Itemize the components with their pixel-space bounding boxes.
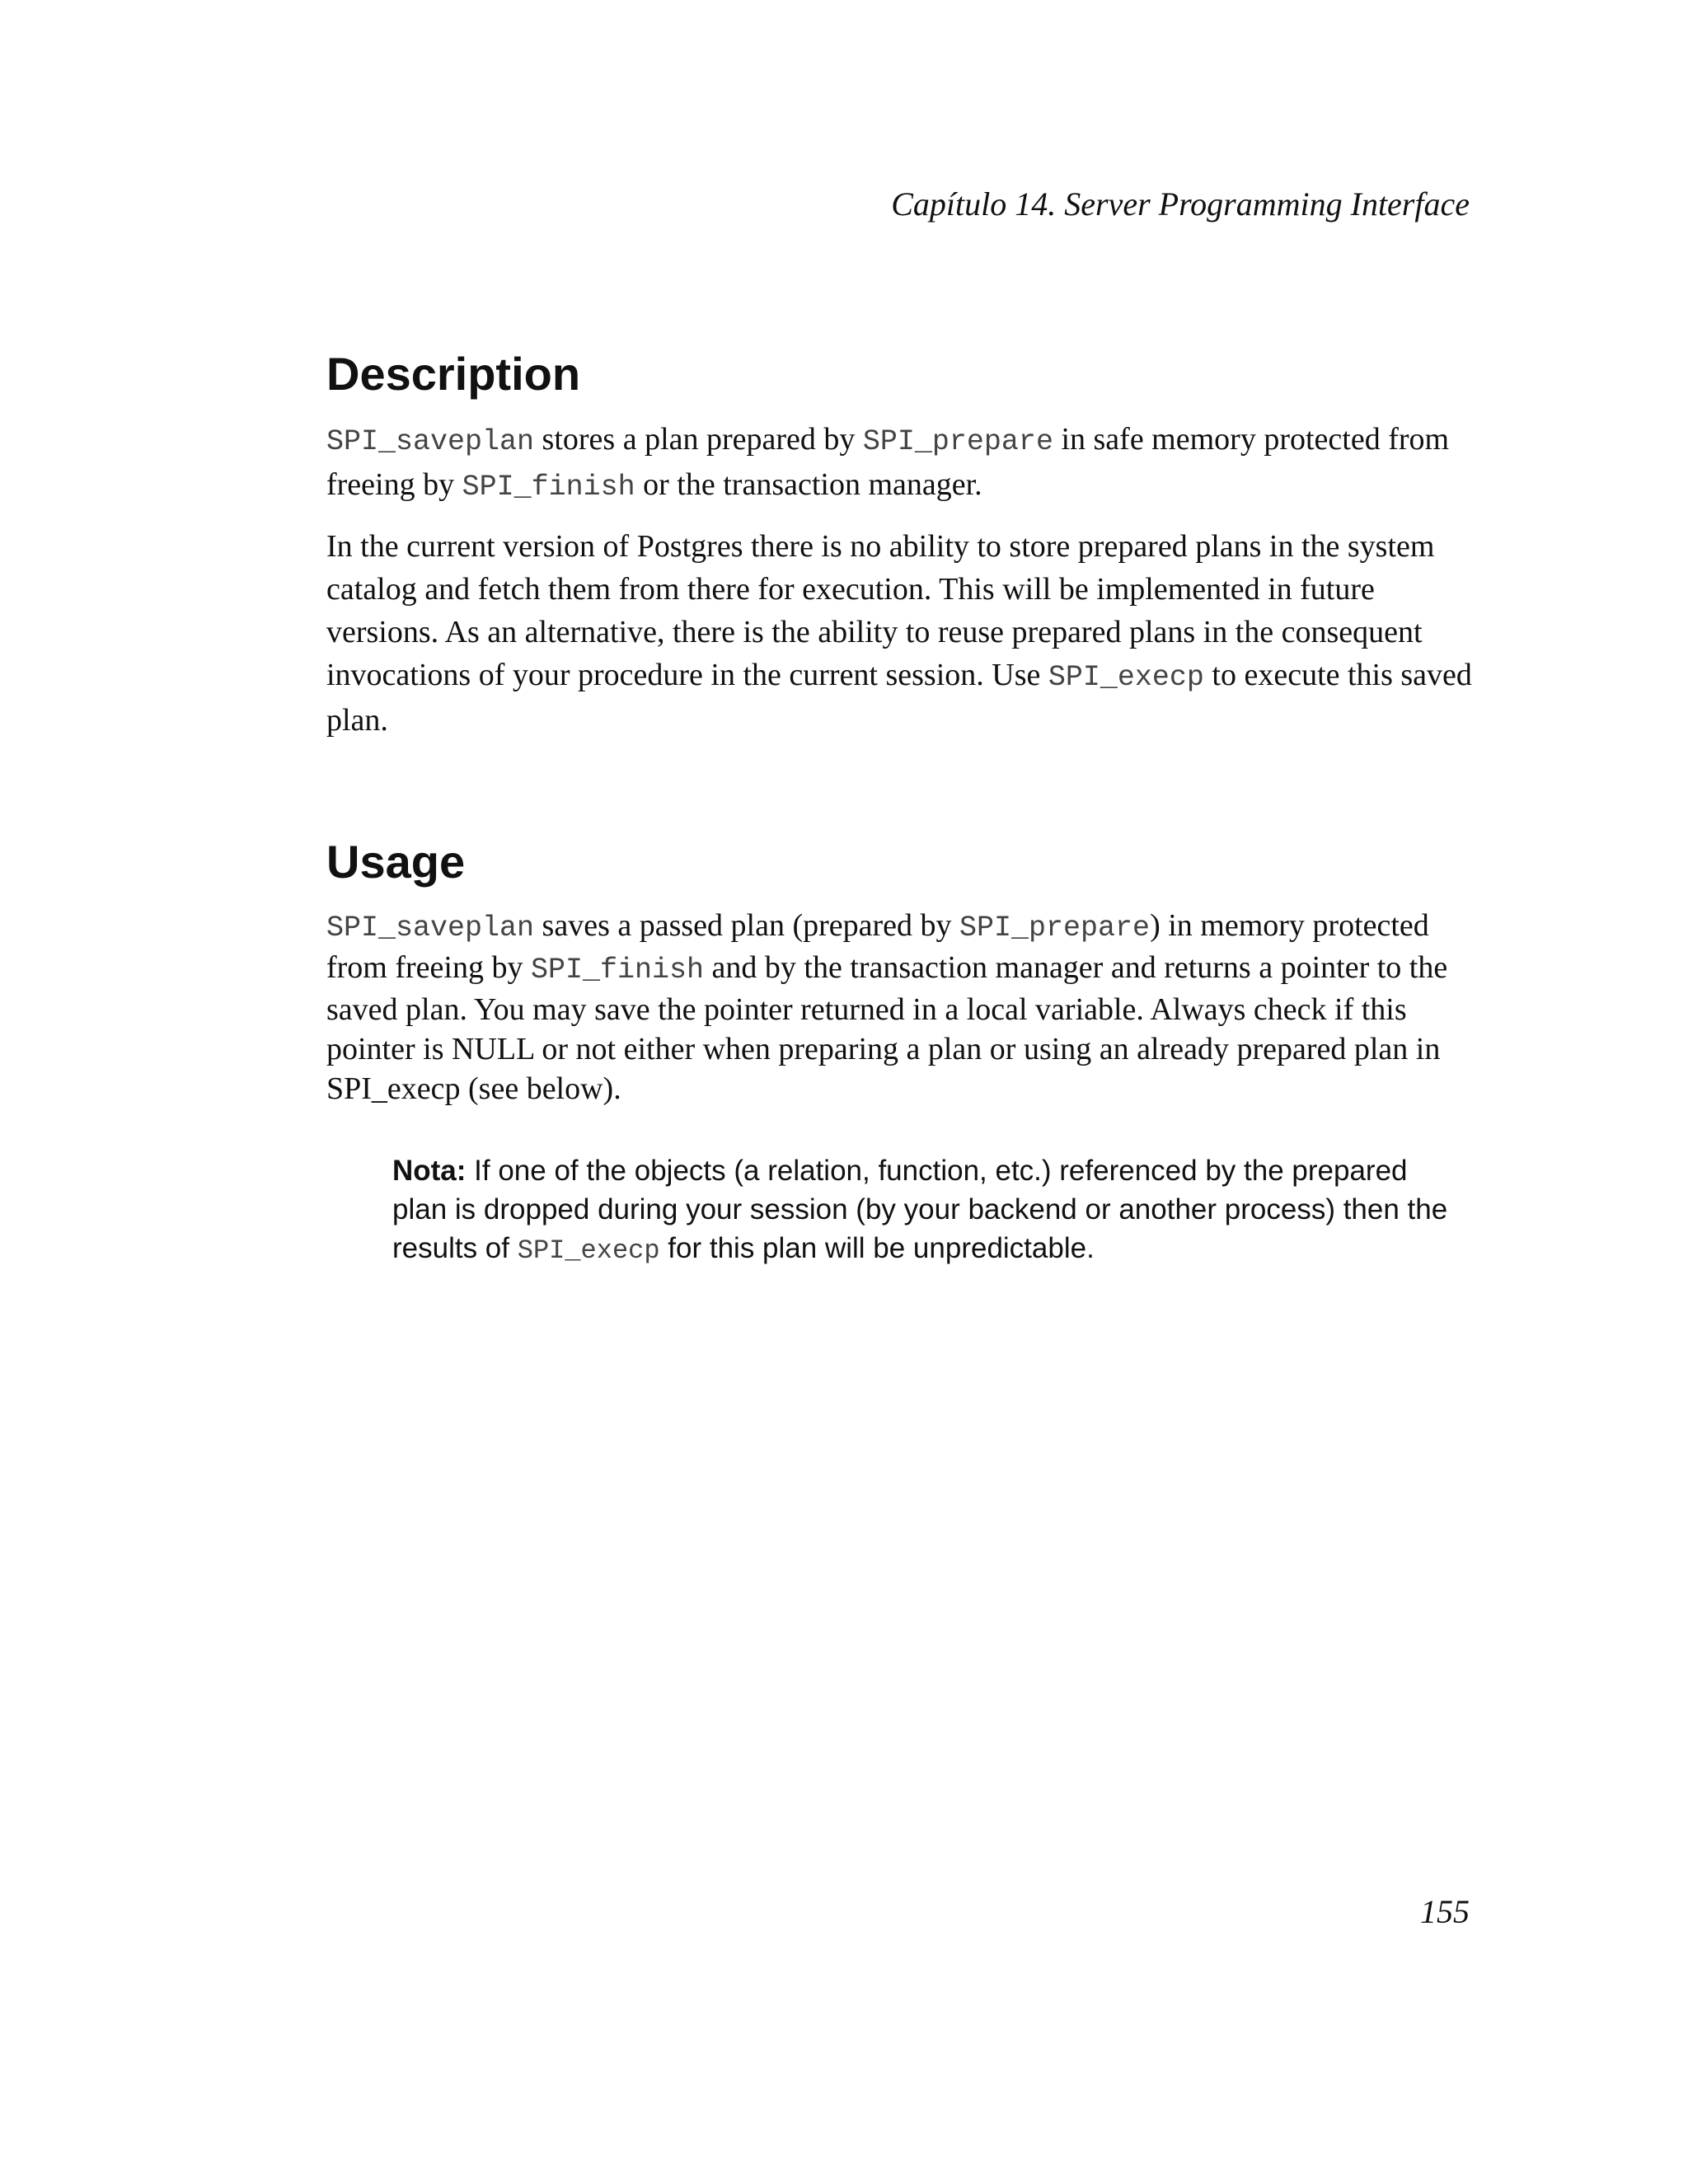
running-header: Capítulo 14. Server Programming Interface (891, 185, 1470, 223)
code-spi-execp: SPI_execp (517, 1235, 660, 1267)
text-run: stores a plan prepared by (534, 422, 863, 457)
text-run: to execute this saved plan. (326, 658, 1472, 738)
code-spi-finish: SPI_finish (530, 954, 705, 987)
text-run: If one of the objects (a relation, function, etc.) referenced by the prepared plan is dropped during your session (by your backend or another process) then the results of (392, 1155, 1448, 1265)
code-spi-finish: SPI_finish (462, 471, 635, 504)
description-section (326, 346, 1480, 742)
text-run: ) in memory protected from freeing by (326, 908, 1429, 986)
description-paragraph-1 (326, 418, 1480, 509)
description-heading: Description (326, 348, 581, 400)
text-run: for this plan will be unpredictable. (659, 1232, 1095, 1265)
text-run: or the transaction manager. (635, 467, 982, 503)
page-number: 155 (1420, 1893, 1470, 1930)
usage-section (326, 834, 1480, 1270)
text-run: In the current version of Postgres there is no ability to store prepared plans in the system catalog and fetch them from there for execution. This will be implemented in future versions. As an alternative, there is the ability to reuse prepared plans in the consequent invocations of your procedure in the current session. Use (326, 529, 1435, 693)
usage-heading: Usage (326, 836, 466, 888)
page-content (326, 346, 1480, 1270)
code-spi-prepare: SPI_prepare (959, 912, 1151, 945)
code-spi-saveplan: SPI_saveplan (326, 912, 535, 945)
text-run: and by the transaction manager and returns a pointer to the saved plan. You may save the pointer returned in a local variable. Always check if this pointer is NULL or not either when preparing a plan or using an already prepared plan in SPI_execp (see below). (326, 950, 1448, 1107)
text-run: in safe memory protected from freeing by (326, 422, 1450, 503)
note-label: Nota: (392, 1155, 467, 1188)
description-paragraph-2 (326, 525, 1480, 742)
note-block (392, 1151, 1464, 1270)
code-spi-prepare: SPI_prepare (862, 425, 1053, 459)
text-run: saves a passed plan (prepared by (534, 908, 960, 944)
code-spi-saveplan: SPI_saveplan (326, 425, 535, 459)
usage-paragraph (326, 906, 1480, 1108)
code-spi-execp: SPI_execp (1048, 661, 1204, 695)
